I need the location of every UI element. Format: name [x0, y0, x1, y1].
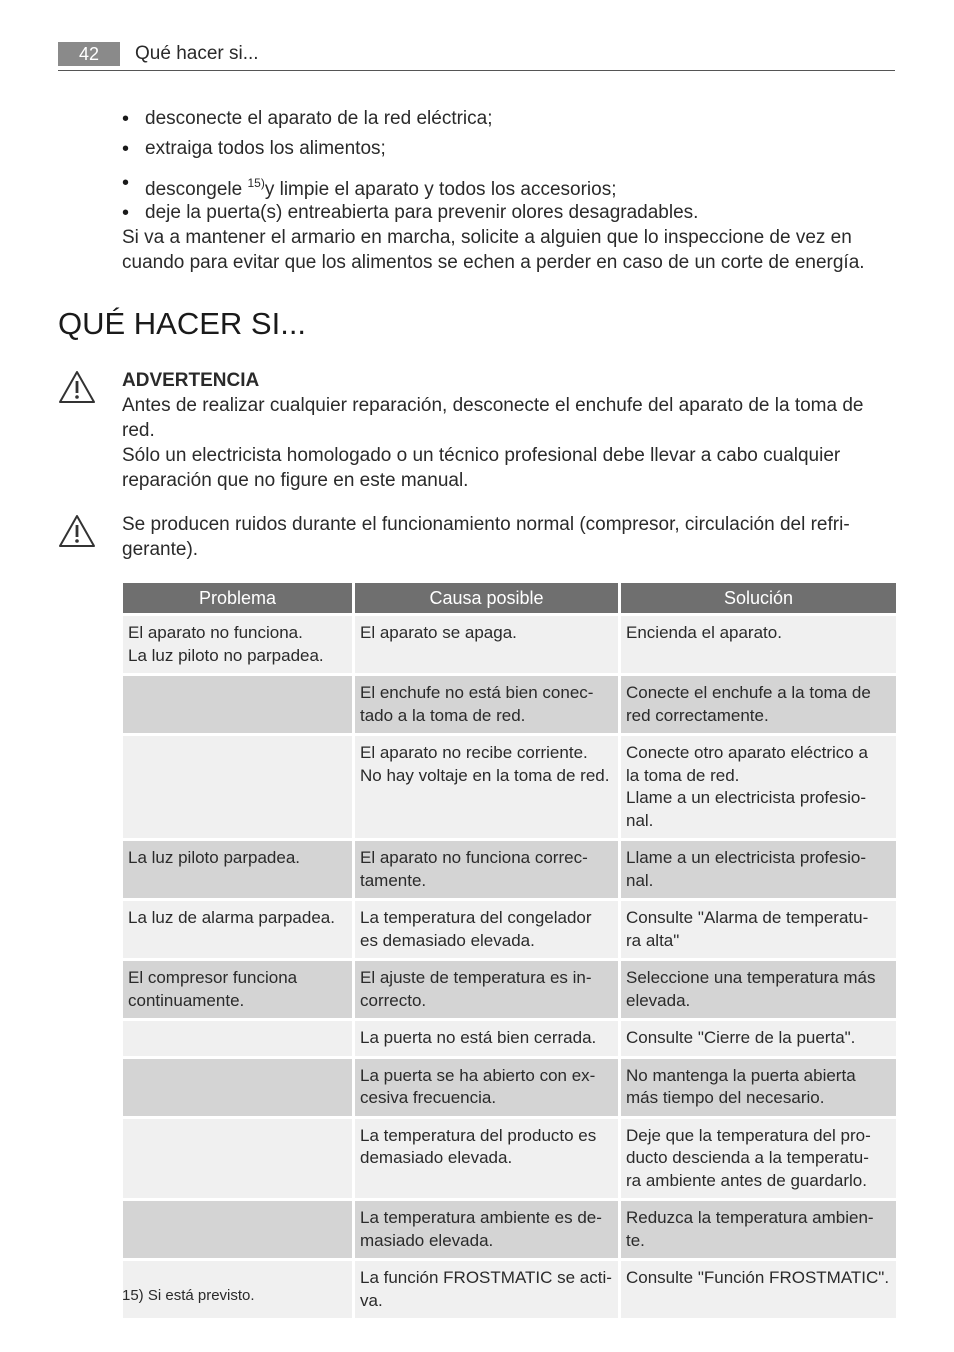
intro-paragraph: Si va a mantener el armario en marcha, solicite a alguien que lo inspeccione de vez en cuando para evitar que los alimentos se echen a perder en caso de un corte de energía. — [122, 227, 865, 273]
cell-problem: El aparato no funciona. La luz piloto no parpadea. — [123, 616, 352, 673]
table-row — [123, 1021, 896, 1056]
table-row — [123, 841, 896, 898]
cell-solution: Encienda el aparato. — [621, 616, 896, 673]
table-row — [123, 1201, 896, 1258]
cell-problem: La luz de alarma parpadea. — [123, 901, 352, 958]
cell-cause: El aparato se apaga. — [355, 616, 618, 673]
cell-solution: Consulte "Cierre de la puerta". — [621, 1021, 896, 1056]
section-title: QUÉ HACER SI... — [58, 306, 307, 341]
cell-cause: El enchufe no está bien conec- tado a la toma de red. — [355, 676, 618, 733]
cell-solution: Consulte "Función FROSTMATIC". — [621, 1261, 896, 1318]
cell-problem — [123, 1021, 352, 1056]
warning-text: Antes de realizar cualquier reparación, desconecte el enchufe del aparato de la toma de red. Sólo un electricista homologado o un técnico profesional debe llevar a cabo cualquier reparación que no figure en este manual. — [122, 395, 864, 491]
intro-bullet-list — [122, 104, 902, 224]
cell-cause: La temperatura ambiente es de- masiado elevada. — [355, 1201, 618, 1258]
cell-problem — [123, 1059, 352, 1116]
cell-problem: El compresor funciona continuamente. — [123, 961, 352, 1018]
cell-cause: La puerta se ha abierto con ex- cesiva frecuencia. — [355, 1059, 618, 1116]
footnote: 15) Si está previsto. — [122, 1287, 255, 1304]
cell-cause: La temperatura del congelador es demasiado elevada. — [355, 901, 618, 958]
table-row — [123, 1059, 896, 1116]
cell-problem — [123, 676, 352, 733]
page-header — [58, 40, 895, 71]
cell-cause: El aparato no recibe corriente. No hay voltaje en la toma de red. — [355, 736, 618, 838]
bullet-item: • desconecte el aparato de la red eléctrica; — [122, 104, 902, 134]
cell-problem — [123, 736, 352, 838]
bullet-item: • deje la puerta(s) entreabierta para prevenir olores desagradables. — [122, 198, 902, 228]
cell-solution: Reduzca la temperatura ambien- te. — [621, 1201, 896, 1258]
cell-solution: Deje que la temperatura del pro- ducto descienda a la temperatu- ra ambiente antes de guardarlo. — [621, 1119, 896, 1199]
cell-solution: Seleccione una temperatura más elevada. — [621, 961, 896, 1018]
warning-title: ADVERTENCIA — [122, 370, 260, 391]
table-row — [123, 676, 896, 733]
column-header-solution: Solución — [621, 583, 896, 613]
cell-solution: Llame a un electricista profesio- nal. — [621, 841, 896, 898]
cell-cause: La función FROSTMATIC se acti- va. — [355, 1261, 618, 1318]
table-body — [123, 616, 896, 1318]
cell-solution: Conecte el enchufe a la toma de red correctamente. — [621, 676, 896, 733]
cell-solution: Conecte otro aparato eléctrico a la toma de red. Llame a un electricista profesio- nal. — [621, 736, 896, 838]
header-section-title: Qué hacer si... — [135, 43, 259, 64]
cell-problem — [123, 1119, 352, 1199]
table-row — [123, 901, 896, 958]
warning-triangle-icon — [58, 370, 96, 404]
column-header-problem: Problema — [123, 583, 352, 613]
table-row — [123, 736, 896, 838]
cell-cause: La temperatura del producto es demasiado elevada. — [355, 1119, 618, 1199]
cell-solution: No mantenga la puerta abierta más tiempo del necesario. — [621, 1059, 896, 1116]
cell-cause: El aparato no funciona correc- tamente. — [355, 841, 618, 898]
noise-note: Se producen ruidos durante el funcionamiento normal (compresor, circulación del refri- gerante). — [122, 514, 850, 560]
troubleshooting-table — [120, 580, 899, 1321]
page-number: 42 — [58, 42, 120, 66]
warning-triangle-icon — [58, 514, 96, 548]
cell-cause: La puerta no está bien cerrada. — [355, 1021, 618, 1056]
bullet-item: • descongele $^{15)}$y limpie el aparato y todos los accesorios; — [122, 168, 902, 198]
footnote-ref: 15) — [247, 176, 265, 190]
table-row — [123, 1119, 896, 1199]
table-row — [123, 616, 896, 673]
bullet-item: • extraiga todos los alimentos; — [122, 134, 902, 164]
cell-cause: El ajuste de temperatura es in- correcto. — [355, 961, 618, 1018]
table-header-row — [123, 583, 896, 613]
cell-solution: Consulte "Alarma de temperatu- ra alta" — [621, 901, 896, 958]
cell-problem: La luz piloto parpadea. — [123, 841, 352, 898]
table-row — [123, 961, 896, 1018]
cell-problem — [123, 1201, 352, 1258]
column-header-cause: Causa posible — [355, 583, 618, 613]
